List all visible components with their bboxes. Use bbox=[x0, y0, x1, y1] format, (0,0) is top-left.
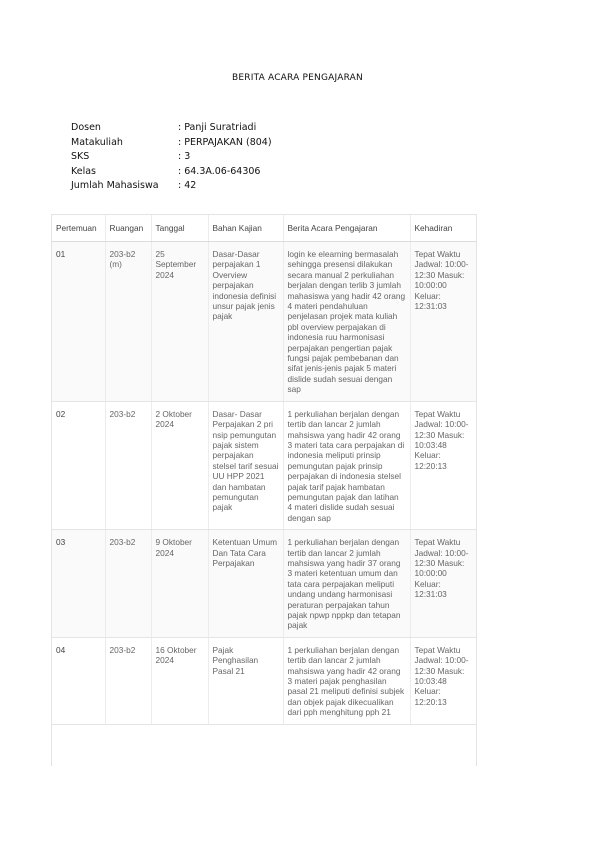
info-value: : 64.3A.06-64306 bbox=[178, 165, 261, 177]
cell-berita-acara: login ke elearning bermasalah sehingga presensi dilakukan secara manual 2 perkuliahan berjalan dengan terlib 3 jumlah mahasiswa yang hadir 42 orang 4 materi pendahuluan penjelasan projek mata kuliah pbl overview perpajakan di indonesia ruu harmonisasi perpajakan pengertian pajak fungsi pajak pembebanan dan sifat jenis-jenis pajak 5 materi dislide sudah sesuai dengan sap bbox=[283, 242, 410, 402]
cell-berita-acara: 1 perkuliahan berjalan dengan tertib dan lancar 2 jumlah mahsiswa yang hadir 42 orang 3 materi tata cara perpajakan di indonesia meliputi prinsip pemungutan pajak prinsip perpajakan di indonesia stelsel pajak tarif pajak hambatan pemungutan pajak dan latihan 4 materi dislide sudah sesuai dengan sap bbox=[283, 401, 410, 529]
info-value: : Panji Suratriadi bbox=[178, 122, 257, 133]
cell-bahan-kajian: Dasar-Dasar perpajakan 1 Overview perpajakan indonesia definisi unsur pajak jenis pajak bbox=[208, 242, 283, 402]
info-label: SKS bbox=[71, 151, 90, 163]
column-header-ruangan: Ruangan bbox=[105, 215, 151, 242]
cell-pertemuan: 02 bbox=[52, 401, 105, 529]
cell-ruangan: 203-b2 bbox=[105, 401, 151, 529]
table-row bbox=[52, 242, 476, 402]
info-value: : 3 bbox=[178, 151, 191, 163]
cell-tanggal: 16 Oktober 2024 bbox=[151, 637, 208, 724]
cell-kehadiran: Tepat Waktu Jadwal: 10:00-12:30 Masuk: 10:03:48 Keluar: 12:20:13 bbox=[410, 401, 476, 529]
cell-kehadiran: Tepat Waktu Jadwal: 10:00-12:30 Masuk: 10:03:48 Keluar: 12:20:13 bbox=[410, 637, 476, 724]
cell-berita-acara: 1 perkuliahan berjalan dengan tertib dan lancar 2 jumlah mahsiswa yang hadir 42 orang 3 materi pajak penghasilan pasal 21 meliputi definisi subjek dan objek pajak dikecualikan dari pph menghitung pph 21 bbox=[283, 637, 410, 724]
column-header-kehadiran: Kehadiran bbox=[410, 215, 476, 242]
cell-ruangan: 203-b2 (m) bbox=[105, 242, 151, 402]
cell-tanggal: 25 September 2024 bbox=[151, 242, 208, 402]
info-value: : PERPAJAKAN (804) bbox=[178, 136, 272, 148]
cell-berita-acara: 1 perkuliahan berjalan dengan tertib dan lancar 2 jumlah mahsiswa yang hadir 37 orang 3 materi ketentuan umum dan tata cara perpajakan meliputi undang undang harmonisasi peraturan perpajakan tahun pajak npwp nppkp dan tetapan pajak bbox=[283, 530, 410, 638]
cell-pertemuan: 03 bbox=[52, 530, 105, 638]
table-row bbox=[52, 401, 476, 529]
course-info bbox=[71, 121, 272, 194]
info-value: : 42 bbox=[178, 180, 197, 192]
table-row bbox=[52, 637, 476, 724]
cell-bahan-kajian: Ketentuan Umum Dan Tata Cara Perpajakan bbox=[208, 530, 283, 638]
page-title: BERITA ACARA PENGAJARAN bbox=[232, 73, 363, 83]
info-row-dosen bbox=[71, 121, 272, 136]
cell-tanggal: 9 Oktober 2024 bbox=[151, 530, 208, 638]
column-header-bahan-kajian: Bahan Kajian bbox=[208, 215, 283, 242]
cell-pertemuan: 01 bbox=[52, 242, 105, 402]
info-label: Matakuliah bbox=[71, 136, 123, 148]
info-row-matakuliah bbox=[71, 136, 272, 151]
info-row-sks bbox=[71, 150, 272, 165]
column-header-berita-acara: Berita Acara Pengajaran bbox=[283, 215, 410, 242]
column-header-tanggal: Tanggal bbox=[151, 215, 208, 242]
info-label: Kelas bbox=[71, 165, 97, 177]
attendance-table-container bbox=[51, 214, 477, 766]
cell-kehadiran: Tepat Waktu Jadwal: 10:00-12:30 Masuk: 10:00:00 Keluar: 12:31:03 bbox=[410, 242, 476, 402]
cell-tanggal: 2 Oktober 2024 bbox=[151, 401, 208, 529]
attendance-table bbox=[52, 214, 476, 725]
column-header-pertemuan: Pertemuan bbox=[52, 215, 105, 242]
table-header-row bbox=[52, 215, 476, 242]
info-label: Dosen bbox=[71, 122, 101, 133]
table-row bbox=[52, 530, 476, 638]
info-row-kelas bbox=[71, 165, 272, 180]
cell-ruangan: 203-b2 bbox=[105, 530, 151, 638]
cell-bahan-kajian: Pajak Penghasilan Pasal 21 bbox=[208, 637, 283, 724]
cell-bahan-kajian: Dasar- Dasar Perpajakan 2 pri nsip pemungutan pajak sistem perpajakan stelsel tarif sesuai UU HPP 2021 dan hambatan pemungutan pajak bbox=[208, 401, 283, 529]
info-row-jumlah-mahasiswa bbox=[71, 179, 272, 194]
cell-ruangan: 203-b2 bbox=[105, 637, 151, 724]
info-label: Jumlah Mahasiswa bbox=[71, 180, 159, 192]
cell-pertemuan: 04 bbox=[52, 637, 105, 724]
cell-kehadiran: Tepat Waktu Jadwal: 10:00-12:30 Masuk: 10:00:00 Keluar: 12:31:03 bbox=[410, 530, 476, 638]
